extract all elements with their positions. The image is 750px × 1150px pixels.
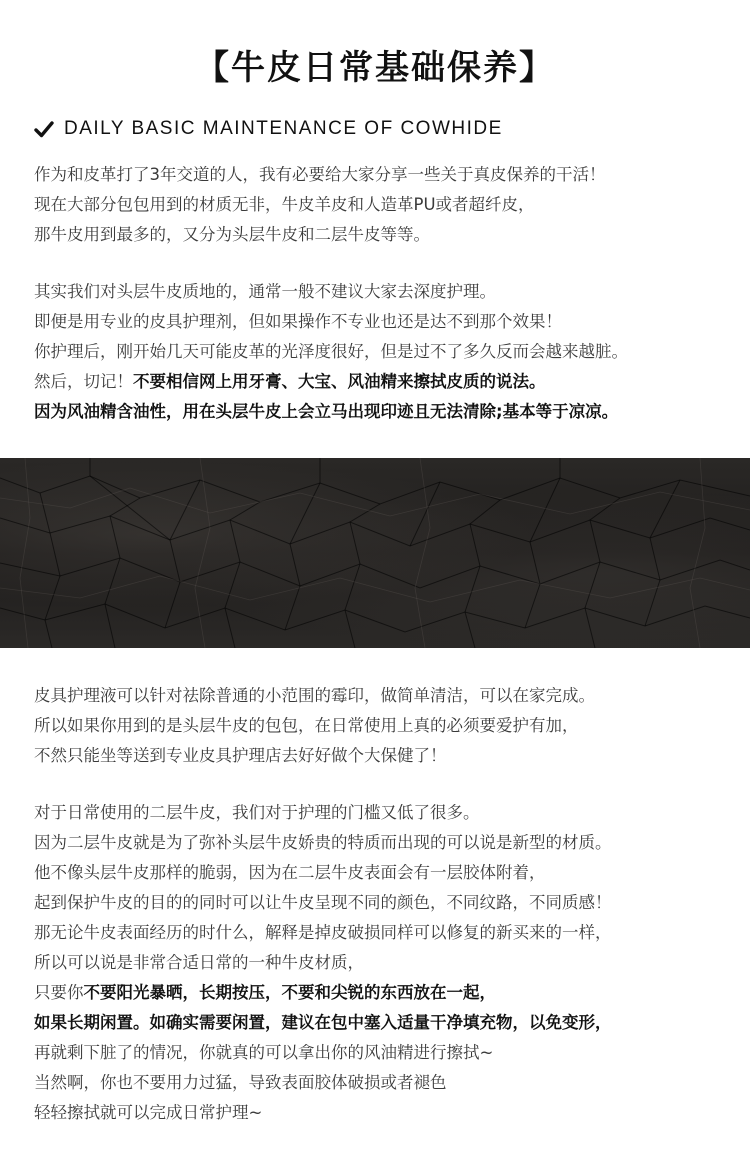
text-line: [34, 741, 734, 771]
text-segment: 所以可以说是非常合适日常的一种牛皮材质，: [34, 953, 364, 972]
text-segment: 对于日常使用的二层牛皮，我们对于护理的门槛又低了很多。: [34, 803, 480, 822]
text-line: [34, 277, 734, 307]
text-line: [34, 220, 734, 250]
text-segment: 其实我们对头层牛皮质地的，通常一般不建议大家去深度护理。: [34, 282, 496, 301]
subtitle-text: DAILY BASIC MAINTENANCE OF COWHIDE: [64, 118, 503, 139]
leather-texture-image: [0, 458, 750, 648]
text-line: [34, 978, 734, 1008]
text-line: [34, 681, 734, 711]
bold-text-segment: 因为风油精含油性，用在头层牛皮上会立马出现印迹且无法清除;基本等于凉凉。: [34, 402, 619, 421]
text-line: [34, 1098, 734, 1128]
text-line: [34, 397, 734, 427]
text-line: [34, 858, 734, 888]
text-segment: 他不像头层牛皮那样的脆弱，因为在二层牛皮表面会有一层胶体附着，: [34, 863, 546, 882]
text-segment: 现在大部分包包用到的材质无非，牛皮羊皮和人造革PU或者超纤皮，: [34, 195, 535, 214]
text-segment: 起到保护牛皮的目的的同时可以让牛皮呈现不同的颜色，不同纹路，不同质感！: [34, 893, 612, 912]
text-line: [34, 160, 734, 190]
text-line: [34, 888, 734, 918]
text-line: [34, 337, 734, 367]
text-line: [34, 948, 734, 978]
paragraph-care-liquid: [34, 681, 734, 771]
text-segment: 作为和皮革打了3年交道的人，我有必要给大家分享一些关于真皮保养的干活！: [34, 165, 606, 184]
text-segment: 因为二层牛皮就是为了弥补头层牛皮娇贵的特质而出现的可以说是新型的材质。: [34, 833, 612, 852]
bold-text-segment: 不要相信网上用牙膏、大宝、风油精来擦拭皮质的说法。: [133, 372, 546, 391]
text-segment: 轻轻擦拭就可以完成日常护理~: [34, 1103, 263, 1122]
text-line: [34, 307, 734, 337]
paragraph-split-leather: [34, 798, 734, 1128]
subtitle-row: [34, 118, 503, 140]
check-icon: [34, 119, 54, 139]
text-segment: 你护理后，刚开始几天可能皮革的光泽度很好，但是过不了多久反而会越来越脏。: [34, 342, 628, 361]
text-segment: 皮具护理液可以针对祛除普通的小范围的霉印，做简单清洁，可以在家完成。: [34, 686, 595, 705]
text-line: [34, 1038, 734, 1068]
text-line: [34, 711, 734, 741]
text-line: [34, 918, 734, 948]
text-line: [34, 1008, 734, 1038]
text-segment: 那牛皮用到最多的，又分为头层牛皮和二层牛皮等等。: [34, 225, 430, 244]
text-segment: 然后，切记！: [34, 372, 133, 391]
paragraph-top-grain-care: [34, 277, 734, 427]
text-line: [34, 190, 734, 220]
text-segment: 那无论牛皮表面经历的时什么，解释是掉皮破损同样可以修复的新买来的一样，: [34, 923, 612, 942]
page-title: 【牛皮日常基础保养】: [195, 48, 555, 88]
text-line: [34, 367, 734, 397]
paragraph-intro: [34, 160, 734, 250]
text-segment: 当然啊，你也不要用力过猛，导致表面胶体破损或者褪色: [34, 1073, 447, 1092]
text-segment: 不然只能坐等送到专业皮具护理店去好好做个大保健了！: [34, 746, 447, 765]
text-segment: 所以如果你用到的是头层牛皮的包包，在日常使用上真的必须要爱护有加，: [34, 716, 579, 735]
text-line: [34, 1068, 734, 1098]
text-segment: 只要你: [34, 983, 84, 1002]
text-line: [34, 798, 734, 828]
text-segment: 即便是用专业的皮具护理剂，但如果操作不专业也还是达不到那个效果！: [34, 312, 562, 331]
text-segment: 再就剩下脏了的情况，你就真的可以拿出你的风油精进行擦拭~: [34, 1043, 494, 1062]
text-line: [34, 828, 734, 858]
bold-text-segment: 如果长期闲置。如确实需要闲置，建议在包中塞入适量干净填充物，以免变形，: [34, 1013, 612, 1032]
bold-text-segment: 不要阳光暴晒，长期按压，不要和尖锐的东西放在一起，: [83, 983, 496, 1002]
leather-grain-pattern: [0, 458, 750, 648]
